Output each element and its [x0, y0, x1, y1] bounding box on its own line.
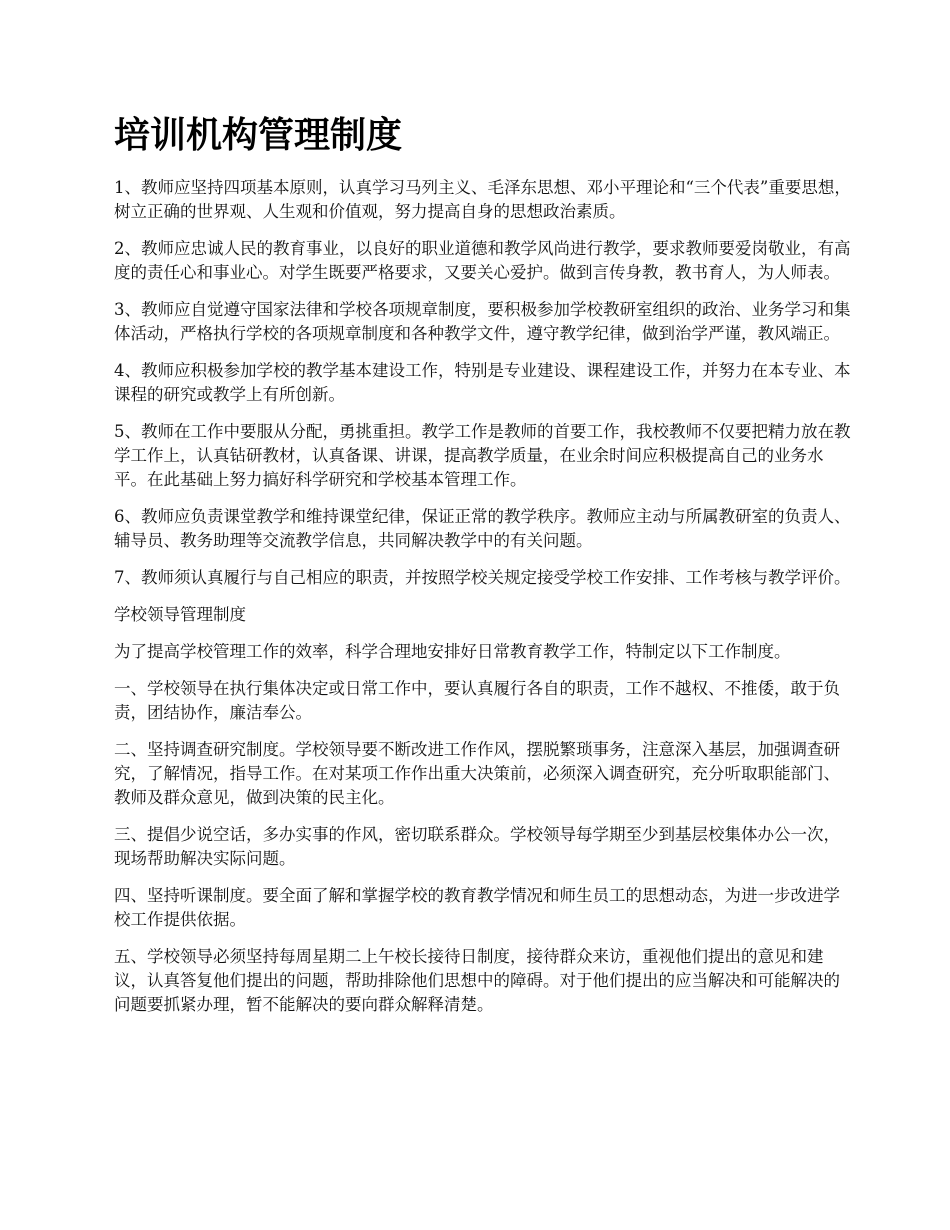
document-page [114, 110, 856, 1030]
page-title: 培训机构管理制度 [114, 115, 403, 156]
rule-item-4: 四、坚持听课制度。要全面了解和掌握学校的教育教学情况和师生员工的思想动态，为进一步改进学校工作提供依据。 [114, 886, 840, 929]
paragraph-7: 7、教师须认真履行与自己相应的职责，并按照学校关规定接受学校工作安排、工作考核与教学评价。 [114, 568, 851, 587]
rule-item-5: 五、学校领导必须坚持每周星期二上午校长接待日制度，接待群众来访，重视他们提出的意见和建议，认真答复他们提出的问题，帮助排除他们思想中的障碍。对于他们提出的应当解决和可能解决的问题要抓紧办理，暂不能解决的要向群众解释清楚。 [114, 947, 840, 1014]
rule-item-1: 一、学校领导在执行集体决定或日常工作中，要认真履行各自的职责，工作不越权、不推倭，敢于负责，团结协作，廉洁奉公。 [114, 679, 840, 722]
paragraph-5: 5、教师在工作中要服从分配，勇挑重担。教学工作是教师的首要工作，我校教师不仅要把精力放在教学工作上，认真钻研教材，认真备课、讲课，提高教学质量，在业余时间应积极提高自己的业务水平。在此基础上努力搞好科学研究和学校基本管理工作。 [114, 422, 851, 489]
rule-item-2: 二、坚持调查研究制度。学校领导要不断改进工作作风，摆脱繁琐事务，注意深入基层，加强调查研究，了解情况，指导工作。在对某项工作作出重大决策前，必须深入调查研究，充分听取职能部门、教师及群众意见，做到决策的民主化。 [114, 740, 840, 807]
paragraph-2: 2、教师应忠诚人民的教育事业，以良好的职业道德和教学风尚进行教学，要求教师要爱岗敬业，有高度的责任心和事业心。对学生既要严格要求，又要关心爱护。做到言传身教，教书育人，为人师表。 [114, 239, 851, 282]
section-heading: 学校领导管理制度 [114, 605, 246, 624]
section-intro: 为了提高学校管理工作的效率，科学合理地安排好日常教育教学工作，特制定以下工作制度。 [114, 642, 791, 661]
rule-item-3: 三、提倡少说空话，多办实事的作风，密切联系群众。学校领导每学期至少到基层校集体办公一次，现场帮助解决实际问题。 [114, 825, 840, 868]
paragraph-6: 6、教师应负责课堂教学和维持课堂纪律，保证正常的教学秩序。教师应主动与所属教研室的负责人、辅导员、教务助理等交流教学信息，共同解决教学中的有关问题。 [114, 507, 851, 550]
paragraph-1: 1、教师应坚持四项基本原则，认真学习马列主义、毛泽东思想、邓小平理论和“三个代表”重要思想，树立正确的世界观、人生观和价值观，努力提高自身的思想政治素质。 [114, 178, 851, 221]
paragraph-3: 3、教师应自觉遵守国家法律和学校各项规章制度，要积极参加学校教研室组织的政治、业务学习和集体活动，严格执行学校的各项规章制度和各种教学文件，遵守教学纪律，做到治学严谨，教风端正。 [114, 300, 851, 343]
paragraph-4: 4、教师应积极参加学校的教学基本建设工作，特别是专业建设、课程建设工作，并努力在本专业、本课程的研究或教学上有所创新。 [114, 361, 851, 404]
